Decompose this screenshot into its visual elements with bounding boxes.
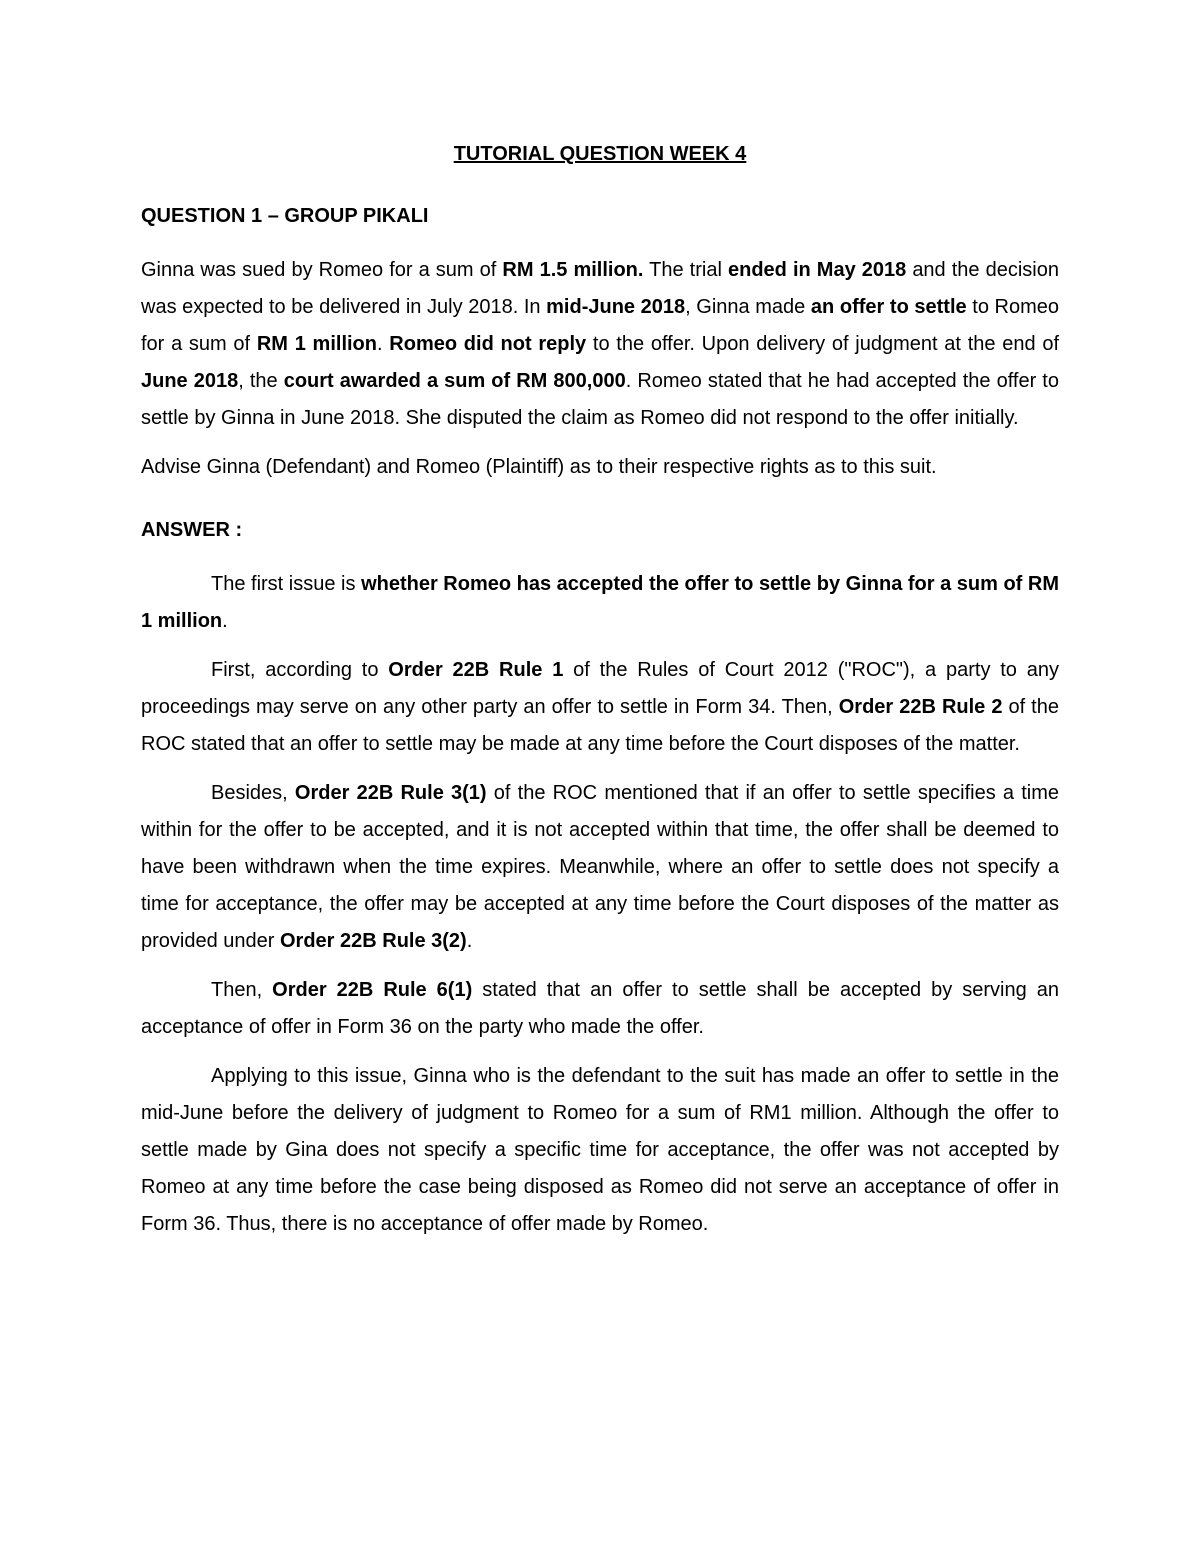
text-run: Applying to this issue, Ginna who is the defendant to the suit has made an offer to settle in the mid-June before the delivery of judgment to Romeo for a sum of RM1 million. Although the offer to settle made by Gina does not specify a specific time for acceptance, the offer was not accepted by Romeo at any time before the case being disposed as Romeo did not serve an acceptance of offer in Form 36. Thus, there is no acceptance of offer made by Romeo. bbox=[141, 1065, 1059, 1235]
question-paragraph-2 bbox=[141, 449, 1059, 486]
text-run: of the ROC mentioned that if an offer to settle specifies a time within for the offer to be accepted, and it is not accepted within that time, the offer shall be deemed to have been withdrawn when the time expires. Meanwhile, where an offer to settle does not specify a time for acceptance, the offer may be accepted at any time before the Court disposes of the matter as provided under bbox=[141, 782, 1060, 952]
bold-text-run: June 2018 bbox=[141, 370, 239, 392]
text-run: . bbox=[377, 333, 390, 355]
text-run: Advise Ginna (Defendant) and Romeo (Plaintiff) as to their respective rights as to this suit. bbox=[141, 456, 937, 478]
answer-paragraph-5 bbox=[141, 1058, 1059, 1243]
text-run: of the ROC stated that an offer to settle may be made at any time before the Court disposes of the matter. bbox=[141, 696, 1059, 755]
bold-text-run: RM 1 million bbox=[256, 333, 377, 355]
bold-text-run: whether Romeo has accepted the offer to settle by Ginna for a sum of RM 1 million bbox=[141, 573, 1060, 632]
text-run: Ginna was sued by Romeo for a sum of bbox=[141, 259, 503, 281]
text-run: , Ginna made bbox=[685, 296, 811, 318]
text-run: Besides, bbox=[211, 782, 295, 804]
bold-text-run: Order 22B Rule 1 bbox=[388, 659, 564, 681]
answer-paragraph-4 bbox=[141, 972, 1059, 1046]
text-run: The trial bbox=[643, 259, 728, 281]
bold-text-run: Order 22B Rule 2 bbox=[838, 696, 1003, 718]
text-run: . Romeo stated that he had accepted the offer to settle by Ginna in June 2018. She disputed the claim as Romeo did not respond to the offer initially. bbox=[141, 370, 1059, 429]
document-page bbox=[141, 138, 1059, 1255]
text-run: . bbox=[466, 930, 473, 952]
text-run: and the decision was expected to be delivered in July 2018. In bbox=[141, 259, 1059, 318]
text-run: to Romeo for a sum of bbox=[141, 296, 1060, 355]
question-paragraph-1 bbox=[141, 252, 1059, 437]
document-title: TUTORIAL QUESTION WEEK 4 bbox=[453, 143, 747, 165]
bold-text-run: court awarded a sum of RM 800,000 bbox=[283, 370, 626, 392]
text-run: to the offer. Upon delivery of judgment at the end of bbox=[586, 333, 1060, 355]
bold-text-run: Order 22B Rule 3(2) bbox=[279, 930, 467, 952]
question-heading: QUESTION 1 – GROUP PIKALI bbox=[141, 205, 429, 227]
answer-paragraph-1 bbox=[141, 566, 1059, 640]
text-run: . bbox=[222, 610, 228, 632]
text-run: The first issue is bbox=[211, 573, 362, 595]
text-run: stated that an offer to settle shall be accepted by serving an acceptance of offer in Form 36 on the party who made the offer. bbox=[141, 979, 1059, 1038]
bold-text-run: RM 1.5 million. bbox=[502, 259, 644, 281]
text-run: Then, bbox=[211, 979, 273, 1001]
text-run: First, according to bbox=[211, 659, 389, 681]
answer-paragraph-2 bbox=[141, 652, 1059, 763]
bold-text-run: Romeo did not reply bbox=[389, 333, 587, 355]
bold-text-run: Order 22B Rule 6(1) bbox=[272, 979, 473, 1001]
bold-text-run: mid-June 2018 bbox=[546, 296, 686, 318]
text-run: of the Rules of Court 2012 ("ROC"), a party to any proceedings may serve on any other party an offer to settle in Form 34. Then, bbox=[141, 659, 1059, 718]
bold-text-run: ended in May 2018 bbox=[727, 259, 907, 281]
bold-text-run: Order 22B Rule 3(1) bbox=[294, 782, 487, 804]
text-run: , the bbox=[238, 370, 284, 392]
answer-paragraph-3 bbox=[141, 775, 1059, 960]
answer-heading: ANSWER : bbox=[141, 519, 243, 541]
bold-text-run: an offer to settle bbox=[810, 296, 967, 318]
